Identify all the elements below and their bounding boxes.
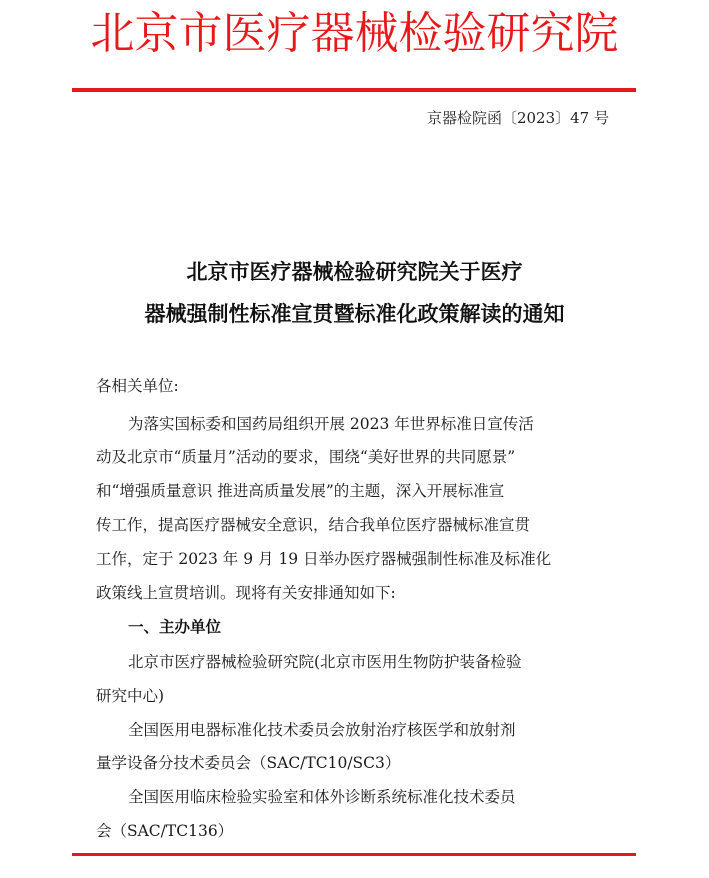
paragraph-line: 政策线上宣贯培训。现将有关安排通知如下: xyxy=(96,584,396,602)
salutation: 各相关单位: xyxy=(96,377,179,395)
notice-title-line-1: 北京市医疗器械检验研究院关于医疗 xyxy=(186,259,523,284)
footer-red-rule xyxy=(72,853,636,856)
paragraph-line: 传工作，提高医疗器械安全意识，结合我单位医疗器械标准宣贯 xyxy=(96,516,531,534)
paragraph-line: 动及北京市“质量月”活动的要求，围绕“美好世界的共同愿景” xyxy=(96,448,516,466)
notice-title-line-2: 器械强制性标准宣贯暨标准化政策解读的通知 xyxy=(144,301,565,326)
organizer-line: 研究中心) xyxy=(96,687,165,705)
section-heading-organizers: 一、主办单位 xyxy=(128,617,222,636)
organizer-line: 量学设备分技术委员会（SAC/TC10/SC3） xyxy=(96,754,401,772)
paragraph-line: 工作，定于 2023 年 9 月 19 日举办医疗器械强制性标准及标准化 xyxy=(96,550,552,568)
organizer-line: 全国医用电器标准化技术委员会放射治疗核医学和放射剂 xyxy=(128,721,516,739)
paragraph-line: 为落实国标委和国药局组织开展 2023 年世界标准日宣传活 xyxy=(128,415,534,433)
masthead-red-rule xyxy=(72,88,636,92)
organizer-line: 北京市医疗器械检验研究院(北京市医用生物防护装备检验 xyxy=(128,653,522,671)
paragraph-line: 和“增强质量意识 推进高质量发展”的主题，深入开展标准宣 xyxy=(96,482,505,500)
organizer-line: 全国医用临床检验实验室和体外诊断系统标准化技术委员 xyxy=(128,788,516,806)
document-number: 京器检院函〔2023〕47 号 xyxy=(426,109,609,127)
masthead-org-name: 北京市医疗器械检验研究院 xyxy=(90,8,619,59)
organizer-line: 会（SAC/TC136） xyxy=(96,822,234,840)
